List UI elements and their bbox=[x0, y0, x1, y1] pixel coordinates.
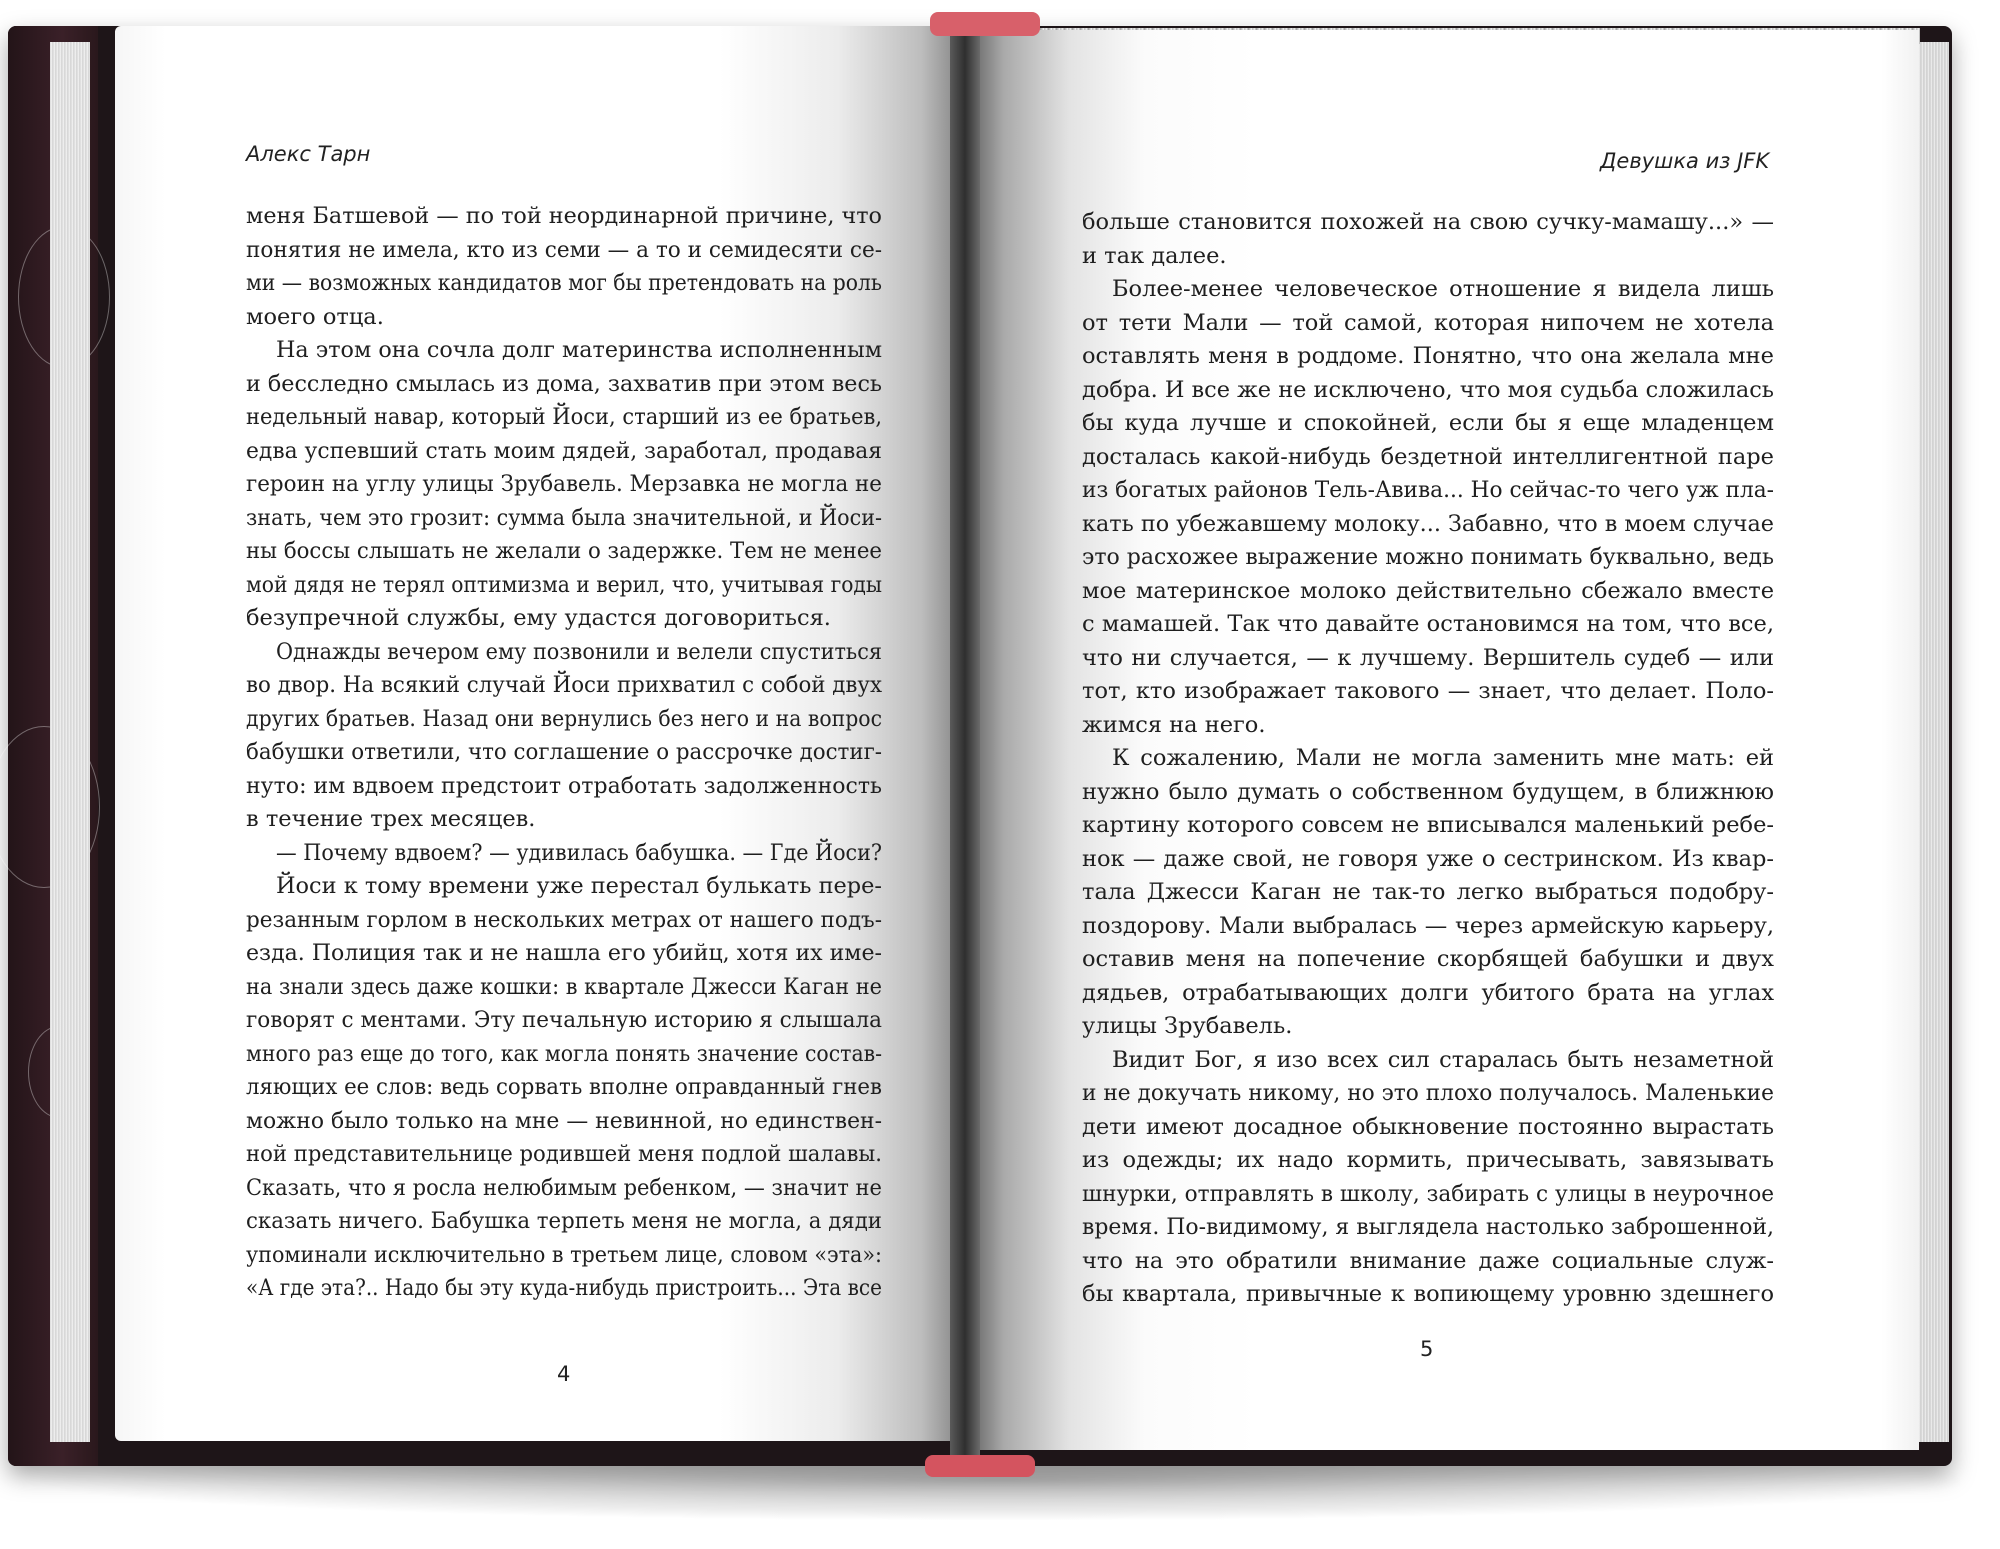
text-line: картину которого совсем не вписывался маленький ребе- bbox=[1082, 812, 1774, 838]
left-page-body bbox=[246, 200, 882, 1306]
text-line: кать по убежавшему молоку... Забавно, что в моем случае bbox=[1082, 510, 1775, 537]
text-line: бабушки ответили, что соглашение о рассрочке достиг- bbox=[246, 739, 882, 765]
text-line: Однажды вечером ему позвонили и велели спуститься bbox=[276, 638, 882, 665]
text-line: время. По-видимому, я выглядела настолько заброшенной, bbox=[1082, 1214, 1775, 1240]
text-line: и не докучать никому, но это плохо получалось. Маленькие bbox=[1082, 1080, 1774, 1106]
text-line: ляющих ее слов: ведь сорвать вполне оправданный гнев bbox=[246, 1074, 882, 1100]
text-line: едва успевший стать моим дядей, заработал, продавая bbox=[246, 437, 883, 464]
text-line: понятия не имела, кто из семи — а то и семидесяти се- bbox=[246, 236, 883, 263]
text-line: тот, кто изображает такового — знает, что делает. Поло- bbox=[1082, 678, 1775, 704]
text-line: На этом она сочла долг материнства исполненным bbox=[276, 337, 883, 363]
page-stack-left bbox=[50, 42, 90, 1442]
text-line: досталась какой-нибудь бездетной интеллигентной паре bbox=[1082, 443, 1774, 470]
text-line: больше становится похожей на свою сучку-мамашу...» — bbox=[1082, 209, 1775, 235]
text-line: бы куда лучше и спокойней, если бы я еще младенцем bbox=[1082, 410, 1774, 436]
text-line: оставив меня на попечение скорбящей бабушки и двух bbox=[1082, 946, 1774, 972]
text-line: много раз еще до того, как могла понять значение состав- bbox=[246, 1040, 883, 1067]
text-line: от тети Мали — той самой, которая нипочем не хотела bbox=[1082, 309, 1775, 336]
text-line: бы квартала, привычные к вопиющему уровню здешнего bbox=[1082, 1281, 1774, 1307]
text-line: мой дядя не терял оптимизма и верил, что, учитывая годы bbox=[246, 571, 883, 598]
text-line: оставлять меня в роддоме. Понятно, что она желала мне bbox=[1082, 343, 1774, 369]
text-line: нужно было думать о собственном будущем, в ближнюю bbox=[1082, 778, 1774, 805]
text-line: упоминали исключительно в третьем лице, словом «эта»: bbox=[246, 1241, 883, 1268]
text-line: ми — возможных кандидатов мог бы претендовать на роль bbox=[246, 270, 882, 296]
text-line: это расхожее выражение можно понимать буквально, ведь bbox=[1082, 544, 1774, 570]
text-line: тала Джесси Каган не так-то легко выбраться подобру- bbox=[1082, 879, 1775, 905]
text-line: с мамашей. Так что давайте остановимся на том, что все, bbox=[1082, 611, 1774, 637]
text-line: из одежды; их надо кормить, причесывать, завязывать bbox=[1082, 1147, 1774, 1173]
text-line: поздорову. Мали выбралась — через армейскую карьеру, bbox=[1082, 912, 1775, 939]
text-line: что на это обратили внимание даже социальные служ- bbox=[1082, 1247, 1774, 1274]
text-line: во двор. На всякий случай Йоси прихватил с собой двух bbox=[246, 672, 882, 698]
text-line: других братьев. Назад они вернулись без него и на вопрос bbox=[246, 705, 882, 732]
text-line: Йоси к тому времени уже перестал булькать пере- bbox=[276, 873, 882, 899]
text-line: резанным горлом в нескольких метрах от нашего подъ- bbox=[246, 906, 883, 933]
running-head-right: Девушка из JFK bbox=[1600, 149, 1770, 173]
text-line: говорят с ментами. Эту печальную историю я слышала bbox=[246, 1007, 882, 1033]
text-line: сказать ничего. Бабушка терпеть меня не могла, а дяди bbox=[246, 1208, 882, 1234]
text-line: езда. Полиция так и не нашла его убийц, хотя их име- bbox=[246, 940, 882, 966]
text-line: знать, чем это грозит: сумма была значительной, и Йоси- bbox=[246, 504, 883, 531]
text-line: Более-менее человеческое отношение я видела лишь bbox=[1112, 276, 1775, 302]
text-line: улицы Зрубавель. bbox=[1082, 1013, 1293, 1039]
bookmark-ribbon-icon bbox=[925, 1455, 1035, 1477]
text-line: дядьев, отрабатывающих долги убитого брата на углах bbox=[1082, 979, 1775, 1006]
text-line: добра. И все же не исключено, что моя судьба сложилась bbox=[1082, 376, 1775, 403]
text-line: шнурки, отправлять в школу, забирать с улицы в неурочное bbox=[1082, 1180, 1774, 1207]
text-line: ны боссы слышать не желали о задержке. Тем не менее bbox=[246, 538, 883, 564]
page-stack-right bbox=[1915, 42, 1949, 1442]
book-gutter bbox=[950, 24, 980, 1464]
page-number-right: 5 bbox=[1420, 1337, 1434, 1361]
running-head-left: Алекс Тарн bbox=[246, 142, 371, 166]
text-line: героин на углу улицы Зрубавель. Мерзавка не могла не bbox=[246, 471, 882, 497]
text-line: меня Батшевой — по той неординарной причине, что bbox=[246, 203, 882, 229]
text-line: К сожалению, Мали не могла заменить мне мать: ей bbox=[1112, 745, 1775, 771]
text-line: моего отца. bbox=[246, 303, 384, 330]
text-line: недельный навар, который Йоси, старший из ее братьев, bbox=[246, 404, 883, 430]
right-page-body bbox=[1082, 206, 1774, 1312]
text-line: Видит Бог, я изо всех сил старалась быть незаметной bbox=[1112, 1046, 1774, 1073]
text-line: на знали здесь даже кошки: в квартале Джесси Каган не bbox=[246, 973, 883, 1000]
text-line: «А где эта?.. Надо бы эту куда-нибудь пристроить... Эта все bbox=[246, 1275, 882, 1301]
text-line: и так далее. bbox=[1082, 242, 1227, 269]
text-line: нок — даже свой, не говоря уже о сестринском. Из квар- bbox=[1082, 845, 1774, 872]
text-line: дети имеют досадное обыкновение постоянно вырастать bbox=[1082, 1113, 1775, 1140]
text-line: мое материнское молоко действительно сбежало вместе bbox=[1082, 577, 1775, 604]
text-line: жимся на него. bbox=[1082, 711, 1266, 738]
text-line: — Почему вдвоем? — удивилась бабушка. — Где Йоси? bbox=[276, 839, 883, 866]
text-line: ной представительнице родившей меня подлой шалавы. bbox=[246, 1141, 882, 1167]
text-line: безупречной службы, ему удастся договориться. bbox=[246, 605, 831, 631]
text-line: в течение трех месяцев. bbox=[246, 806, 536, 832]
text-line: нуто: им вдвоем предстоит отработать задолженность bbox=[246, 772, 883, 799]
text-line: Сказать, что я росла нелюбимым ребенком, — значит не bbox=[246, 1174, 882, 1201]
bookmark-ribbon-icon bbox=[930, 12, 1040, 36]
text-line: и бесследно смылась из дома, захватив при этом весь bbox=[246, 370, 883, 397]
text-line: можно было только на мне — невинной, но единствен- bbox=[246, 1107, 883, 1134]
text-line: из богатых районов Тель-Авива... Но сейчас-то чего уж пла- bbox=[1082, 477, 1775, 503]
text-line: что ни случается, — к лучшему. Вершитель судеб — или bbox=[1082, 644, 1774, 671]
page-number-left: 4 bbox=[557, 1362, 571, 1386]
